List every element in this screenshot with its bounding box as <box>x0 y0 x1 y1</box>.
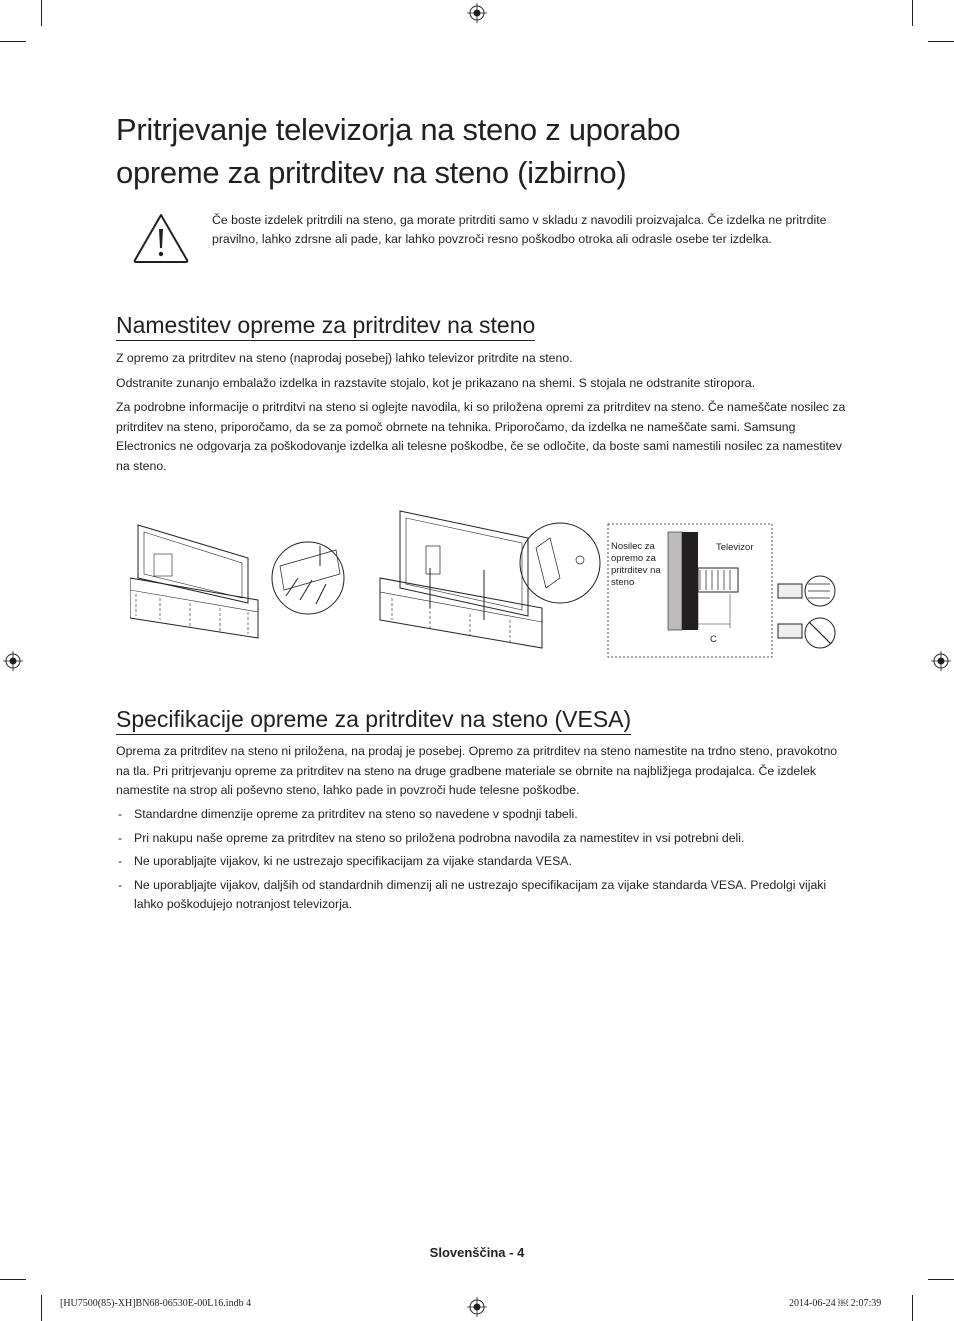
list-item: - Ne uporabljajte vijakov, daljših od standardnih dimenzij ali ne ustrezajo specifikacijam za vijake standarda VESA. Predolgi vijaki lahko poškodujejo notranjost televizorja. <box>116 876 846 915</box>
crop-mark <box>912 1295 913 1321</box>
crop-mark <box>912 0 913 26</box>
registration-mark-icon <box>467 3 487 23</box>
crop-mark <box>0 1279 26 1280</box>
page-title-line: Pritrjevanje televizorja na steno z uporabo <box>116 112 681 147</box>
list-item: - Pri nakupu naše opreme za pritrditev na steno so priložena podrobna navodila za namestitev in vsi potrebni deli. <box>116 829 846 849</box>
warning-text: Če boste izdelek pritrdili na steno, ga morate pritrditi samo v skladu z navodili proizvajalca. Če izdelka ne pritrdite pravilno, lahko zdrsne ali pade, kar lahko povzroči resno poškodbo otroka ali odrasle osebe ter izdelka. <box>212 213 827 247</box>
list-item: - Standardne dimenzije opreme za pritrditev na steno so navedene v spodnji tabeli. <box>116 805 846 825</box>
page-title-line: opreme za pritrditev na steno (izbirno) <box>116 155 627 190</box>
crop-mark <box>928 41 954 42</box>
registration-mark-icon <box>3 651 23 671</box>
registration-mark-icon <box>467 1297 487 1317</box>
bullet-list <box>116 805 846 919</box>
print-slug-filename: [HU7500(85)-XH]BN68-06530E-00L16.indb 4 <box>60 1298 252 1309</box>
print-slug-timestamp: 2014-06-24 ￼ 2:07:39 <box>789 1298 882 1309</box>
paragraph: Za podrobne informacije o pritrditvi na steno si oglejte navodila, ki so priložena opremi za pritrditev na steno. Če nameščate nosilec za pritrditev na steno, priporočamo, da se za pomoč obrnete na tehnika. Priporočamo, da izdelka ne nameščate sami. Samsung Electronics ne odgovarja za poškodovanje izdelka ali telesne poškodbe, če se odločite, da boste sami namestili nosilec za namestitev na steno. <box>116 400 846 473</box>
installation-figure <box>130 508 842 660</box>
crop-mark <box>0 41 26 42</box>
crop-mark <box>41 0 42 26</box>
page-title <box>116 108 876 194</box>
registration-mark-icon <box>931 651 951 671</box>
figure-label-tv: Televizor <box>716 542 754 553</box>
section-heading-installation: Namestitev opreme za pritrditev na steno <box>116 311 535 341</box>
figure-label-bracket: Nosilec za opremo za pritrditev na steno <box>611 541 661 588</box>
list-item: - Ne uporabljajte vijakov, ki ne ustrezajo specifikacijam za vijake standarda VESA. <box>116 852 846 872</box>
figure-label-c: C <box>710 634 717 645</box>
section-heading-vesa: Specifikacije opreme za pritrditev na steno (VESA) <box>116 705 631 735</box>
paragraph: Z opremo za pritrditev na steno (naprodaj posebej) lahko televizor pritrdite na steno. <box>116 351 573 365</box>
installation-illustration <box>130 508 842 660</box>
paragraph: Odstranite zunanjo embalažo izdelka in razstavite stojalo, kot je prikazano na shemi. S stojala ne odstranite stiropora. <box>116 376 756 390</box>
crop-mark <box>41 1295 42 1321</box>
paragraph: Oprema za pritrditev na steno ni priložena, na prodaj je posebej. Opremo za pritrditev na steno namestite na trdno steno, pravokotno na tla. Pri pritrjevanju opreme za pritrditev na steno na druge gradbene materiale se obrnite na najbližjega prodajalca. Če izdelek namestite na strop ali poševno steno, lahko pade in povzroči hude telesne poškodbe. <box>116 744 838 798</box>
page-number: Slovenščina - 4 <box>429 1245 525 1260</box>
crop-mark <box>928 1279 954 1280</box>
warning-triangle-icon <box>132 212 190 264</box>
